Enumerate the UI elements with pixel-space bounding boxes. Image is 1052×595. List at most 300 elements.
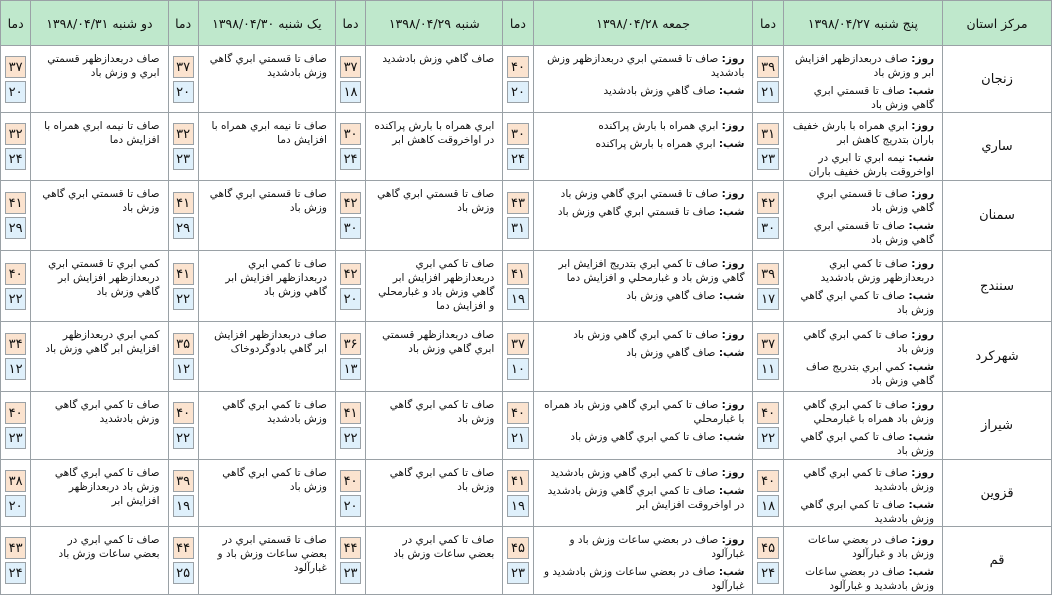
max-temp: ۴۱ [173, 192, 194, 214]
min-temp: ۲۴ [5, 148, 26, 170]
min-temp: ۱۰ [507, 358, 528, 380]
night-forecast [784, 494, 942, 526]
day-label: روز: [721, 466, 745, 479]
forecast-cell [198, 392, 335, 459]
temp-cell [503, 251, 533, 322]
temp-cell [1, 180, 31, 251]
min-temp: ۲۴ [757, 562, 778, 584]
day-forecast [784, 460, 942, 494]
day-text: صاف تا قسمتي ابري گاهي وزش باد [816, 187, 935, 214]
forecast-cell [31, 527, 168, 595]
max-temp: ۴۰ [757, 402, 778, 424]
night-forecast [784, 147, 942, 179]
day-text: صاف تا کمي ابري گاهي وزش بادشديد [803, 466, 935, 493]
temp-header: دما [1, 1, 31, 46]
forecast-cell [533, 527, 753, 595]
table-row [1, 321, 1052, 392]
forecast-text: صاف تا کمي ابري دربعدازظهر افزايش ابر گاهي وزش باد [225, 258, 327, 299]
province-name: ساري [943, 113, 1052, 180]
temp-cell [753, 180, 783, 251]
day-forecast [534, 181, 753, 201]
forecast-text: صاف تا قسمتي ابري در بعضي ساعات وزش باد و غبارآلود [217, 534, 327, 575]
temp-header: دما [753, 1, 783, 46]
min-temp: ۲۰ [173, 81, 194, 103]
night-forecast [784, 561, 942, 593]
min-temp: ۲۱ [507, 427, 528, 449]
max-temp: ۳۶ [340, 333, 361, 355]
night-text: صاف گاهي وزش باد [626, 290, 716, 303]
temp-cell [753, 46, 783, 113]
min-temp: ۱۳ [340, 358, 361, 380]
forecast-cell [533, 392, 753, 459]
forecast-text: کمي ابري دربعدازظهر افزايش ابر گاهي وزش باد [45, 328, 160, 355]
forecast-text: کمي ابري تا قسمتي ابري دربعدازظهر افزايش ابر گاهي وزش باد [48, 258, 160, 299]
max-temp: ۴۱ [507, 263, 528, 285]
night-forecast [534, 201, 753, 219]
forecast-text: صاف تا نيمه ابري همراه با افزايش دما [44, 120, 160, 147]
day-text: صاف دربعدازظهر افزایش ابر و وزش باد [795, 53, 935, 79]
table-row [1, 180, 1052, 251]
min-temp: ۲۲ [757, 427, 778, 449]
temp-cell [335, 46, 365, 113]
min-temp: ۱۹ [507, 288, 528, 310]
header-row [1, 1, 1052, 46]
max-temp: ۳۲ [173, 123, 194, 145]
temp-cell [168, 459, 198, 526]
max-temp: ۴۲ [340, 263, 361, 285]
temp-cell [335, 459, 365, 526]
temp-cell [1, 251, 31, 322]
max-temp: ۳۰ [340, 123, 361, 145]
temp-cell [503, 527, 533, 595]
province-name: شيراز [943, 392, 1052, 459]
forecast-cell [198, 113, 335, 180]
day-label: روز: [911, 187, 935, 200]
night-forecast [784, 356, 942, 388]
temp-cell [335, 527, 365, 595]
forecast-cell [366, 251, 503, 322]
max-temp: ۴۰ [507, 56, 528, 78]
night-text: صاف تا قسمتي ابري گاهي وزش باد [557, 205, 716, 218]
night-label: شب: [908, 566, 935, 579]
night-forecast [534, 285, 753, 303]
day-label: روز: [721, 534, 745, 547]
forecast-text: صاف دربعدازظهر افزايش ابر گاهي بادوگردوخاک [214, 328, 327, 355]
max-temp: ۳۴ [5, 333, 26, 355]
forecast-cell [198, 527, 335, 595]
province-name: قم [943, 527, 1052, 595]
day-label: روز: [721, 399, 745, 412]
min-temp: ۱۸ [757, 495, 778, 517]
night-label: شب: [908, 152, 935, 165]
min-temp: ۲۲ [173, 288, 194, 310]
forecast-text: صاف تا کمي ابري دربعدازظهر افزايش ابر گاهي وزش باد و غبارمحلي و افزايش دما [378, 258, 495, 313]
temp-cell [168, 321, 198, 392]
temp-cell [1, 113, 31, 180]
max-temp: ۴۲ [340, 192, 361, 214]
forecast-cell [198, 180, 335, 251]
night-label: شب: [718, 431, 745, 444]
day-label: روز: [911, 399, 935, 412]
night-text: صاف در بعضي ساعات وزش بادشديد و غبارآلود [805, 566, 935, 593]
temp-cell [753, 113, 783, 180]
forecast-text: صاف تا قسمتي ابري گاهي وزش باد [209, 187, 327, 214]
day-forecast [784, 251, 942, 285]
temp-header: دما [503, 1, 533, 46]
min-temp: ۲۳ [507, 562, 528, 584]
night-forecast [534, 133, 753, 151]
night-forecast [534, 80, 753, 98]
temp-cell [753, 321, 783, 392]
temp-cell [503, 321, 533, 392]
forecast-cell [783, 527, 942, 595]
day-label: روز: [721, 328, 745, 341]
max-temp: ۴۳ [507, 192, 528, 214]
night-text: ابري همراه با بارش پراکنده [595, 138, 716, 151]
temp-cell [753, 251, 783, 322]
max-temp: ۴۰ [757, 470, 778, 492]
province-name: سنندج [943, 251, 1052, 322]
night-label: شب: [718, 138, 745, 151]
temp-cell [503, 113, 533, 180]
night-forecast [784, 426, 942, 458]
min-temp: ۱۱ [757, 358, 778, 380]
province-header: مرکز استان [943, 1, 1052, 46]
forecast-cell [31, 392, 168, 459]
day-forecast [784, 46, 942, 80]
night-text: صاف در بعضي ساعات وزش بادشديد و غبارآلود [543, 566, 745, 593]
min-temp: ۲۹ [5, 217, 26, 239]
night-forecast [784, 80, 942, 112]
day-text: ابري همراه با بارش پراکنده [598, 120, 719, 133]
night-forecast [534, 561, 753, 593]
temp-cell [168, 392, 198, 459]
day-header: جمعه ۱۳۹۸/۰۴/۲۸ [533, 1, 753, 46]
max-temp: ۳۷ [340, 56, 361, 78]
max-temp: ۴۰ [507, 402, 528, 424]
min-temp: ۱۷ [757, 288, 778, 310]
temp-cell [503, 392, 533, 459]
forecast-cell [783, 392, 942, 459]
max-temp: ۳۵ [173, 333, 194, 355]
day-text: صاف تا قسمتي ابري گاهي وزش باد [560, 187, 719, 200]
night-text: صاف تا کمي ابري گاهي وزش بادشديد در اواخروقت افزايش ابر [547, 484, 745, 511]
min-temp: ۳۰ [757, 217, 778, 239]
day-forecast [534, 46, 753, 80]
table-row [1, 113, 1052, 180]
min-temp: ۲۴ [5, 562, 26, 584]
forecast-cell [783, 459, 942, 526]
night-text: صاف تا قسمتي ابري گاهي وزش باد [813, 85, 935, 111]
min-temp: ۲۴ [507, 148, 528, 170]
forecast-text: صاف تا کمي ابري در بعضي ساعات وزش باد [58, 534, 160, 561]
min-temp: ۲۳ [5, 427, 26, 449]
day-header: شنبه ۱۳۹۸/۰۴/۲۹ [366, 1, 503, 46]
temp-header: دما [168, 1, 198, 46]
day-text: ابري همراه با بارش خفيف باران بتدريج کاهش ابر [792, 120, 935, 147]
day-text: صاف تا کمي ابري گاهي وزش باد همراه با غبارمحلي [803, 399, 935, 426]
day-forecast [534, 527, 753, 561]
forecast-cell [366, 321, 503, 392]
max-temp: ۴۴ [173, 537, 194, 559]
province-name: شهرکرد [943, 321, 1052, 392]
min-temp: ۲۰ [340, 495, 361, 517]
min-temp: ۲۳ [757, 148, 778, 170]
temp-cell [335, 392, 365, 459]
day-forecast [534, 322, 753, 342]
day-forecast [784, 322, 942, 356]
max-temp: ۳۹ [757, 56, 778, 78]
table-row [1, 392, 1052, 459]
forecast-cell [783, 251, 942, 322]
max-temp: ۳۲ [5, 123, 26, 145]
night-label: شب: [908, 219, 935, 232]
forecast-cell [198, 46, 335, 113]
day-label: روز: [911, 534, 935, 547]
max-temp: ۴۴ [340, 537, 361, 559]
forecast-text: صاف تا کمي ابري گاهي وزش باد [389, 466, 495, 493]
max-temp: ۳۹ [757, 263, 778, 285]
day-text: صاف تا کمي ابري گاهي وزش باد [803, 328, 935, 355]
night-text: صاف تا کمي ابري گاهي وزش باد [800, 290, 935, 317]
night-text: صاف تا قسمتي ابري گاهي وزش باد [813, 219, 935, 246]
night-text: صاف تا کمي ابري گاهي وزش باد [800, 431, 935, 458]
day-forecast [534, 460, 753, 480]
max-temp: ۴۵ [757, 537, 778, 559]
max-temp: ۴۰ [5, 263, 26, 285]
min-temp: ۲۱ [757, 81, 778, 103]
max-temp: ۴۱ [507, 470, 528, 492]
forecast-cell [533, 180, 753, 251]
forecast-text: صاف تا قسمتي ابري گاهي وزش باد [42, 187, 160, 214]
max-temp: ۴۱ [5, 192, 26, 214]
day-label: روز: [721, 53, 745, 65]
night-forecast [534, 342, 753, 360]
forecast-cell [366, 113, 503, 180]
min-temp: ۲۹ [173, 217, 194, 239]
day-label: روز: [721, 258, 745, 271]
max-temp: ۴۰ [5, 402, 26, 424]
temp-cell [753, 392, 783, 459]
min-temp: ۲۰ [5, 81, 26, 103]
forecast-cell [198, 251, 335, 322]
temp-cell [168, 180, 198, 251]
night-label: شب: [718, 85, 745, 97]
temp-cell [335, 321, 365, 392]
max-temp: ۴۱ [173, 263, 194, 285]
night-text: صاف گاهي وزش باد [626, 346, 716, 359]
night-forecast [534, 480, 753, 512]
max-temp: ۳۹ [173, 470, 194, 492]
day-text: صاف در بعضي ساعات وزش باد و غبارآلود [807, 534, 935, 561]
night-text: صاف گاهي وزش بادشديد [603, 85, 716, 97]
night-text: کمي ابري بتدريج صاف گاهي وزش باد [806, 360, 935, 387]
day-forecast [784, 181, 942, 215]
day-label: روز: [911, 120, 935, 133]
province-name: زنجان [943, 46, 1052, 113]
forecast-cell [31, 46, 168, 113]
max-temp: ۳۷ [173, 56, 194, 78]
forecast-text: صاف تا کمي ابري گاهي وزش باد [389, 399, 495, 426]
table-row [1, 46, 1052, 113]
temp-cell [168, 251, 198, 322]
temp-header: دما [335, 1, 365, 46]
day-label: روز: [721, 120, 745, 133]
forecast-text: صاف دربعدازظهر قسمتي ابري گاهي وزش باد [382, 328, 495, 355]
forecast-cell [783, 113, 942, 180]
temp-cell [168, 46, 198, 113]
night-forecast [534, 426, 753, 444]
min-temp: ۱۸ [340, 81, 361, 103]
night-label: شب: [718, 290, 745, 303]
table-row [1, 527, 1052, 595]
night-label: شب: [718, 205, 745, 218]
day-label: روز: [911, 258, 935, 271]
day-forecast [784, 392, 942, 426]
min-temp: ۱۲ [173, 358, 194, 380]
temp-cell [335, 113, 365, 180]
forecast-cell [198, 321, 335, 392]
min-temp: ۱۲ [5, 358, 26, 380]
forecast-text: صاف تا قسمتي ابري گاهي وزش بادشديد [209, 53, 327, 79]
temp-cell [335, 180, 365, 251]
night-label: شب: [908, 431, 935, 444]
min-temp: ۳۰ [340, 217, 361, 239]
min-temp: ۲۲ [340, 427, 361, 449]
max-temp: ۴۰ [173, 402, 194, 424]
max-temp: ۴۲ [757, 192, 778, 214]
temp-cell [1, 392, 31, 459]
min-temp: ۲۵ [173, 562, 194, 584]
min-temp: ۲۰ [5, 495, 26, 517]
forecast-cell [783, 46, 942, 113]
min-temp: ۲۰ [507, 81, 528, 103]
forecast-text: صاف تا کمي ابري گاهي وزش باد دربعدازظهر افزايش ابر [54, 466, 160, 507]
day-label: روز: [721, 187, 745, 200]
day-text: صاف تا کمي ابري دربعدازظهر وزش بادشديد [820, 258, 935, 285]
max-temp: ۴۳ [5, 537, 26, 559]
table-row [1, 251, 1052, 322]
min-temp: ۳۱ [507, 217, 528, 239]
forecast-text: صاف تا کمي ابري گاهي وزش باد [222, 466, 327, 493]
day-header: پنج شنبه ۱۳۹۸/۰۴/۲۷ [783, 1, 942, 46]
max-temp: ۳۸ [5, 470, 26, 492]
min-temp: ۲۲ [5, 288, 26, 310]
forecast-cell [783, 321, 942, 392]
forecast-cell [31, 321, 168, 392]
max-temp: ۳۷ [507, 333, 528, 355]
day-header: یک شنبه ۱۳۹۸/۰۴/۳۰ [198, 1, 335, 46]
day-forecast [784, 113, 942, 147]
temp-cell [168, 527, 198, 595]
forecast-cell [533, 46, 753, 113]
day-text: صاف تا کمي ابري گاهي وزش بادشديد [550, 466, 719, 479]
forecast-text: صاف تا کمي ابري در بعضي ساعات وزش باد [393, 534, 495, 561]
min-temp: ۱۹ [173, 495, 194, 517]
day-forecast [784, 527, 942, 561]
forecast-text: ابري همراه با بارش پراکنده در اواخروقت کاهش ابر [374, 120, 495, 147]
forecast-cell [533, 251, 753, 322]
forecast-cell [31, 459, 168, 526]
max-temp: ۳۰ [507, 123, 528, 145]
forecast-text: صاف تا کمي ابري گاهي وزش بادشديد [222, 399, 327, 426]
min-temp: ۲۳ [173, 148, 194, 170]
temp-cell [503, 180, 533, 251]
forecast-cell [366, 459, 503, 526]
max-temp: ۴۰ [340, 470, 361, 492]
day-text: صاف تا قسمتي ابري دربعدازظهر وزش بادشديد [547, 53, 745, 79]
night-text: نيمه ابري تا ابري در اواخروقت بارش خفيف باران [808, 152, 935, 179]
temp-cell [503, 459, 533, 526]
min-temp: ۱۹ [507, 495, 528, 517]
forecast-cell [366, 46, 503, 113]
forecast-cell [783, 180, 942, 251]
forecast-cell [31, 180, 168, 251]
min-temp: ۲۰ [340, 288, 361, 310]
day-forecast [534, 251, 753, 285]
forecast-cell [31, 113, 168, 180]
max-temp: ۳۷ [5, 56, 26, 78]
forecast-cell [366, 180, 503, 251]
forecast-text: صاف گاهي وزش بادشديد [382, 53, 495, 65]
max-temp: ۴۱ [340, 402, 361, 424]
temp-cell [1, 321, 31, 392]
temp-cell [753, 459, 783, 526]
forecast-cell [533, 321, 753, 392]
day-text: صاف تا کمي ابري گاهي وزش باد [573, 328, 719, 341]
province-name: قزوين [943, 459, 1052, 526]
night-label: شب: [908, 498, 935, 511]
day-label: روز: [911, 466, 935, 479]
temp-cell [335, 251, 365, 322]
forecast-text: صاف تا قسمتي ابري گاهي وزش باد [377, 187, 495, 214]
min-temp: ۲۲ [173, 427, 194, 449]
night-label: شب: [908, 290, 935, 303]
temp-cell [503, 46, 533, 113]
temp-cell [1, 46, 31, 113]
day-label: روز: [911, 53, 935, 65]
day-forecast [534, 392, 753, 426]
night-label: شب: [908, 360, 935, 373]
day-forecast [534, 113, 753, 133]
night-text: صاف تا کمي ابري گاهي وزش بادشديد [800, 498, 935, 525]
forecast-text: صاف تا نيمه ابري همراه با افزايش دما [211, 120, 327, 147]
temp-cell [1, 527, 31, 595]
night-forecast [784, 215, 942, 247]
min-temp: ۲۴ [340, 148, 361, 170]
min-temp: ۲۳ [340, 562, 361, 584]
day-label: روز: [911, 328, 935, 341]
night-label: شب: [718, 484, 745, 497]
forecast-cell [366, 392, 503, 459]
temp-cell [168, 113, 198, 180]
forecast-cell [533, 113, 753, 180]
day-header: دو شنبه ۱۳۹۸/۰۴/۳۱ [31, 1, 168, 46]
forecast-cell [533, 459, 753, 526]
temp-cell [1, 459, 31, 526]
province-name: سمنان [943, 180, 1052, 251]
day-text: صاف تا کمي ابري گاهي وزش باد همراه با غبارمحلي [544, 399, 745, 426]
max-temp: ۳۷ [757, 333, 778, 355]
max-temp: ۴۵ [507, 537, 528, 559]
forecast-text: صاف دربعدازظهر قسمتي ابري و وزش باد [47, 53, 160, 79]
forecast-cell [366, 527, 503, 595]
day-text: صاف در بعضي ساعات وزش باد و غبارآلود [569, 534, 745, 561]
table-row [1, 459, 1052, 526]
night-text: صاف تا کمي ابري گاهي وزش باد [570, 431, 716, 444]
night-label: شب: [718, 346, 745, 359]
forecast-text: صاف تا کمي ابري گاهي وزش بادشديد [54, 399, 160, 426]
